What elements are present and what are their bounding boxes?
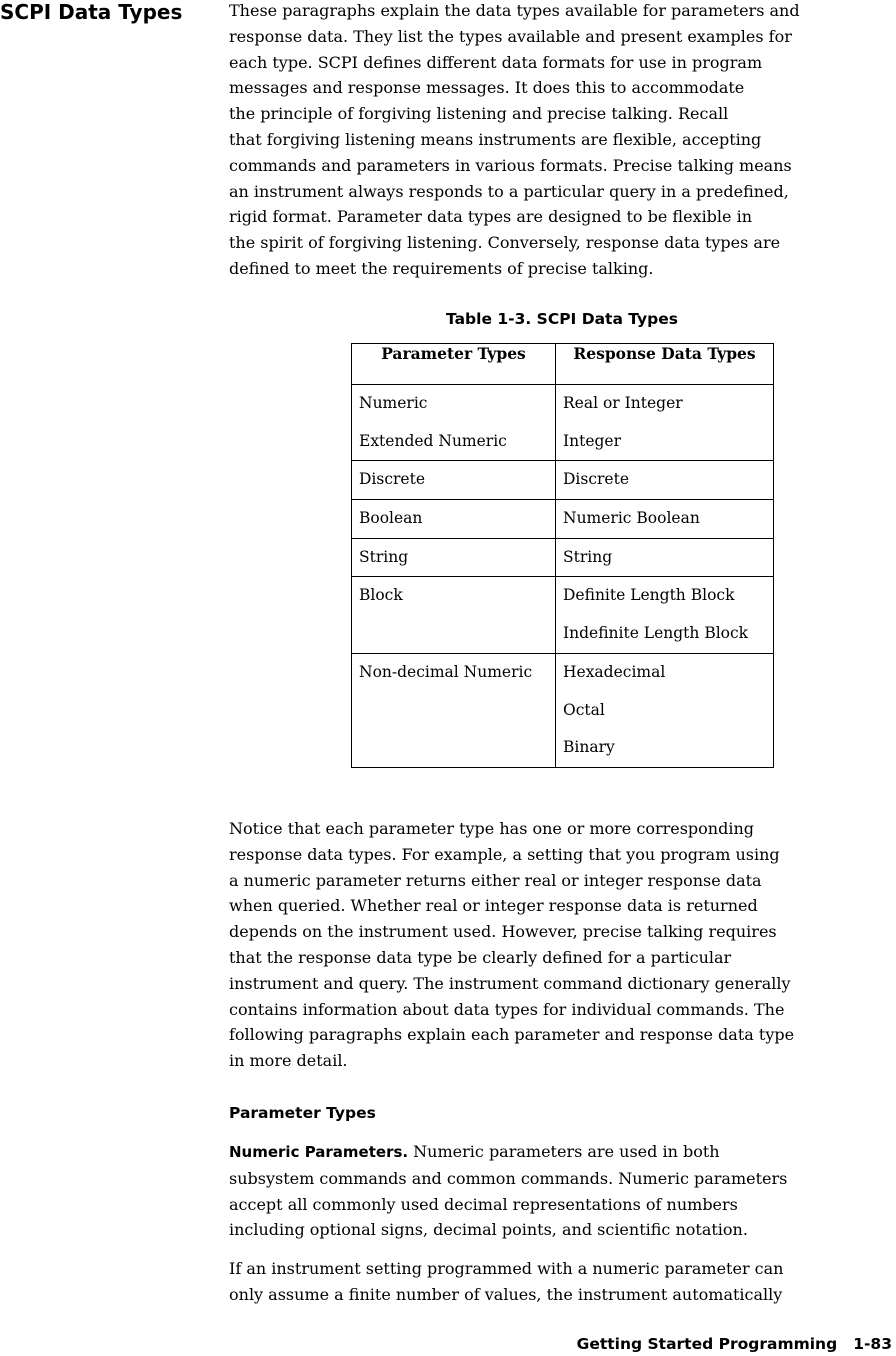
text-line: including optional signs, decimal points, and scientific notation.: [229, 1220, 748, 1240]
parameter-type: Numeric: [359, 394, 428, 412]
finite-values-paragraph: [229, 1256, 893, 1308]
response-cell: [556, 538, 774, 577]
response-cell: [556, 653, 774, 767]
response-type: Binary: [563, 738, 615, 757]
page-number: 1-83: [853, 1335, 892, 1353]
response-type: String: [563, 547, 613, 566]
column-header-parameter-types: Parameter Types: [352, 344, 556, 385]
parameter-type: Boolean: [359, 509, 423, 528]
response-type: Indefinite Length Block: [563, 624, 749, 643]
response-type: Real or Integer: [563, 394, 683, 412]
text-line: contains information about data types for individual commands. The: [229, 999, 785, 1019]
text-line: an instrument always responds to a particular query in a predefined,: [229, 181, 789, 201]
table-row: [352, 385, 774, 461]
numeric-parameters-paragraph: [229, 1139, 893, 1243]
response-type: Integer: [563, 431, 622, 450]
response-cell: [556, 461, 774, 500]
response-type: Definite Length Block: [563, 586, 735, 605]
parameter-type: Discrete: [359, 470, 426, 489]
text-line: response data types. For example, a setting that you program using: [229, 844, 780, 864]
text-line: each type. SCPI defines different data formats for use in program: [229, 52, 763, 72]
parameter-cell: [352, 461, 556, 500]
text-line: depends on the instrument used. However, precise talking requires: [229, 922, 777, 942]
text-line: the spirit of forgiving listening. Conversely, response data types are: [229, 233, 781, 253]
table-row: [352, 653, 774, 767]
text-line-rest: Numeric parameters are used in both: [408, 1142, 720, 1161]
response-cell: [556, 577, 774, 653]
response-type: Hexadecimal: [563, 662, 666, 681]
parameter-cell: [352, 538, 556, 577]
text-line: when queried. Whether real or integer response data is returned: [229, 896, 758, 916]
response-cell: [556, 500, 774, 539]
text-line: defined to meet the requirements of precise talking.: [229, 258, 654, 278]
parameter-cell: [352, 500, 556, 539]
text-line: Notice that each parameter type has one or more corresponding: [229, 819, 755, 838]
page-footer: [577, 1334, 892, 1354]
table-row: [352, 500, 774, 539]
text-line: messages and response messages. It does this to accommodate: [229, 78, 745, 98]
text-line: If an instrument setting programmed with a numeric parameter can: [229, 1259, 784, 1278]
parameter-types-subheading: Parameter Types: [229, 1104, 376, 1122]
text-line: only assume a finite number of values, the instrument automatically: [229, 1284, 783, 1304]
table-row: [352, 538, 774, 577]
text-line: accept all commonly used decimal representations of numbers: [229, 1194, 738, 1214]
response-type: Numeric Boolean: [563, 509, 700, 528]
column-header-response-data-types: Response Data Types: [556, 344, 774, 385]
text-line: response data. They list the types available and present examples for: [229, 26, 792, 46]
table-row: [352, 461, 774, 500]
response-cell: [556, 385, 774, 461]
parameter-cell: [352, 577, 556, 653]
text-line: [229, 1139, 893, 1166]
response-type: Discrete: [563, 470, 630, 489]
text-line: subsystem commands and common commands. Numeric parameters: [229, 1168, 788, 1188]
parameter-type: Extended Numeric: [359, 431, 507, 450]
notice-paragraph: [229, 816, 893, 1074]
text-line: in more detail.: [229, 1051, 348, 1071]
table-caption: Table 1-3. SCPI Data Types: [446, 310, 678, 328]
text-line: the principle of forgiving listening and precise talking. Recall: [229, 104, 729, 124]
text-line: a numeric parameter returns either real or integer response data: [229, 870, 762, 890]
parameter-type: String: [359, 547, 409, 566]
text-line: following paragraphs explain each parameter and response data type: [229, 1025, 795, 1045]
text-line: that forgiving listening means instruments are flexible, accepting: [229, 129, 762, 149]
intro-paragraph: [229, 0, 893, 282]
parameter-type: Non-decimal Numeric: [359, 662, 533, 681]
numeric-parameters-runin-heading: Numeric Parameters.: [229, 1143, 409, 1161]
text-line: that the response data type be clearly defined for a particular: [229, 947, 732, 967]
data-types-table: [351, 343, 774, 768]
footer-title: Getting Started Programming: [576, 1335, 838, 1353]
text-line: rigid format. Parameter data types are designed to be flexible in: [229, 207, 753, 227]
parameter-cell: [352, 385, 556, 461]
text-line: These paragraphs explain the data types available for parameters and: [229, 1, 800, 20]
section-heading: SCPI Data Types: [0, 0, 183, 24]
text-line: commands and parameters in various formats. Precise talking means: [229, 155, 792, 175]
parameter-cell: [352, 653, 556, 767]
table-row: [352, 577, 774, 653]
text-line: instrument and query. The instrument command dictionary generally: [229, 973, 791, 993]
response-type: Octal: [563, 700, 605, 719]
parameter-type: Block: [359, 586, 403, 605]
